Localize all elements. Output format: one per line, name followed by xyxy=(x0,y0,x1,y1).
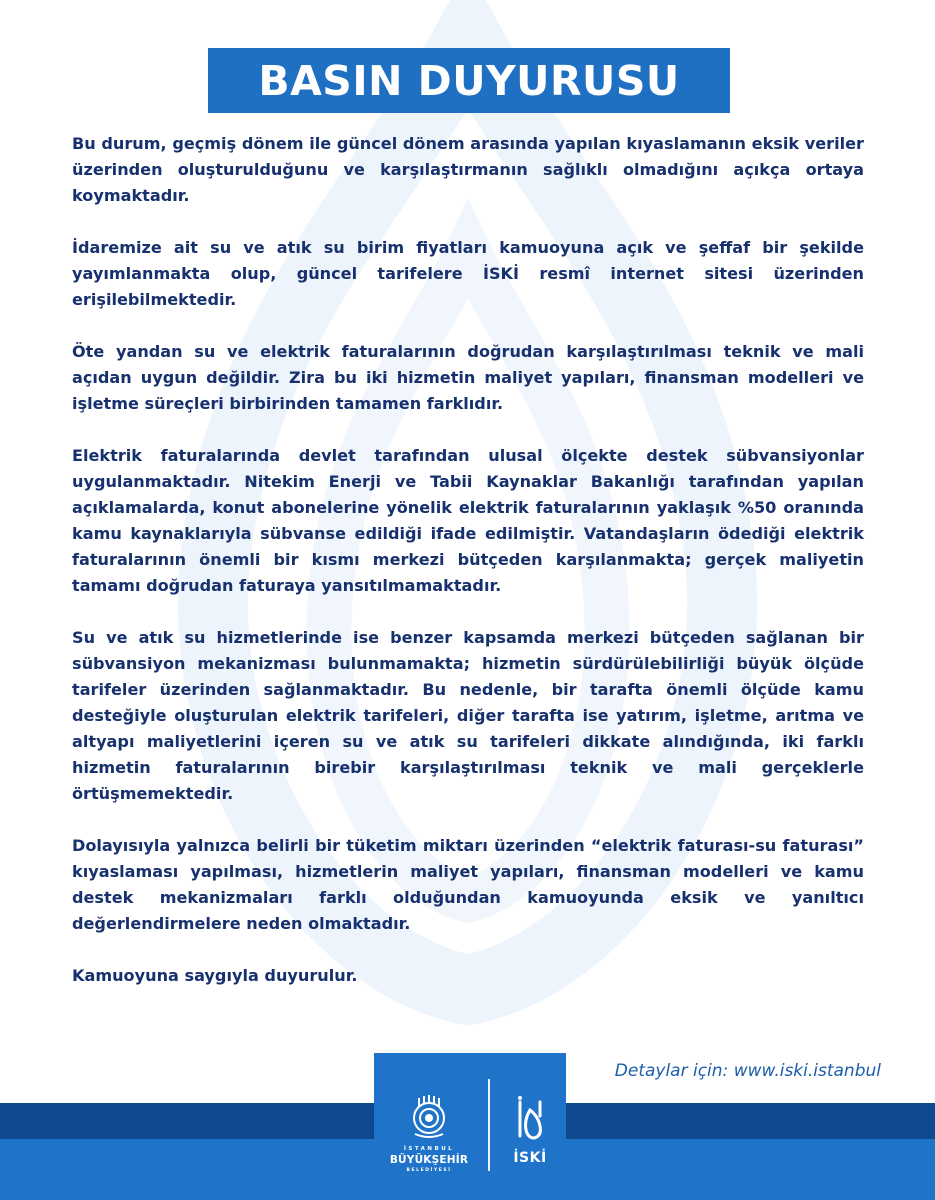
ibb-city-label: İSTANBUL xyxy=(403,1146,455,1152)
announcement-body xyxy=(72,131,864,1015)
paragraph-1: Bu durum, geçmiş dönem ile güncel dönem arasında yapılan kıyaslamanın eksik veriler üzerinden oluşturulduğunu ve karşılaştırmanın sağlıklı olmadığını açıkça ortaya koymaktadır. xyxy=(72,134,864,205)
ibb-name-label: BÜYÜKŞEHİR xyxy=(389,1154,469,1166)
closing-line: Kamuoyuna saygıyla duyurulur. xyxy=(72,966,358,985)
paragraph-3: Öte yandan su ve elektrik faturalarının doğrudan karşılaştırılması teknik ve mali açıdan uygun değildir. Zira bu iki hizmetin maliyet yapıları, finansman modelleri ve işletme süreçleri birbirinden tamamen farklıdır. xyxy=(72,342,864,413)
paragraph-6: Dolayısıyla yalnızca belirli bir tüketim miktarı üzerinden “elektrik faturası-su faturası” kıyaslaması yapılması, hizmetlerin maliyet yapıları, finansman modelleri ve kamu destek mekanizmaları farklı olduğundan kamuoyunda eksik ve yanıltıcı değerlendirmelere neden olmaktadır. xyxy=(72,836,864,933)
paragraph-5: Su ve atık su hizmetlerinde ise benzer kapsamda merkezi bütçeden sağlanan bir sübvansiyon mekanizması bulunmamakta; hizmetin sürdürülebilirliği büyük ölçüde tarifeler üzerinden sağlanmaktadır. Bu nedenle, bir tarafta önemli ölçüde kamu desteğiyle oluşturulan elektrik tarifeleri, diğer tarafta ise yatırım, işletme, arıtma ve altyapı maliyetlerini içeren su ve atık su tarifeleri dikkate alındığında, iki farklı hizmetin faturalarının birebir karşılaştırılması teknik ve mali gerçeklerle örtüşmemektedir. xyxy=(72,628,864,803)
iski-water-icon xyxy=(512,1096,548,1148)
logo-panel xyxy=(374,1053,566,1200)
paragraph-2: İdaremize ait su ve atık su birim fiyatları kamuoyuna açık ve şeffaf bir şekilde yayımlanmakta olup, güncel tarifelere İSKİ resmî internet sitesi üzerinden erişilebilmektedir. xyxy=(72,238,864,309)
page-title: BASIN DUYURUSU xyxy=(258,56,680,105)
iski-label: İSKİ xyxy=(513,1149,547,1166)
ibb-emblem-icon xyxy=(407,1094,451,1142)
title-banner xyxy=(208,48,730,113)
details-link[interactable]: Detaylar için: www.iski.istanbul xyxy=(614,1061,881,1081)
logo-divider xyxy=(488,1079,490,1171)
ibb-logo xyxy=(374,1053,484,1200)
iski-logo xyxy=(494,1053,566,1200)
paragraph-4: Elektrik faturalarında devlet tarafından ulusal ölçekte destek sübvansiyonlar uygulanmaktadır. Nitekim Enerji ve Tabii Kaynaklar Bakanlığı tarafından yapılan açıklamalarda, konut abonelerine yönelik elektrik faturalarının yaklaşık %50 oranında kamu kaynaklarıyla sübvanse edildiği ifade edilmiştir. Vatandaşların ödediği elektrik faturalarının önemli bir kısmı merkezi bütçeden karşılanmakta; gerçek maliyetin tamamı doğrudan faturaya yansıtılmamaktadır. xyxy=(72,446,864,595)
ibb-sub-label: BELEDİYESİ xyxy=(406,1168,452,1173)
